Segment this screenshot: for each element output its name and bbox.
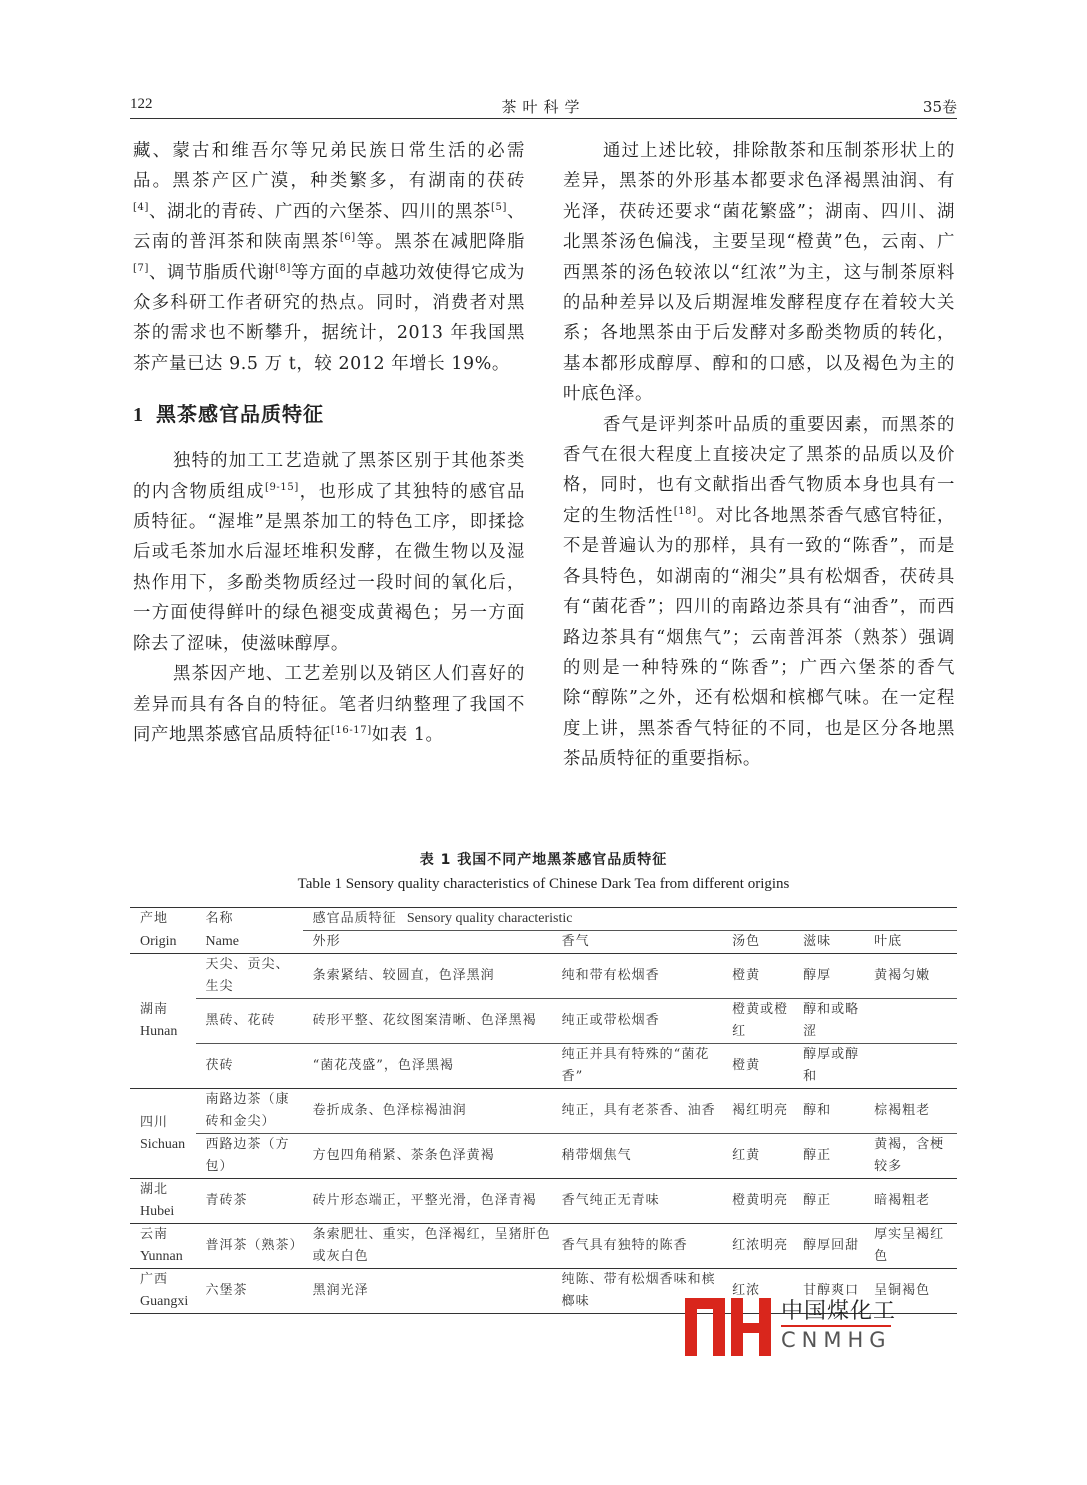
text: 独特的加工工艺造就了黑茶区别于其他茶类的内含物质组成 bbox=[133, 451, 525, 502]
citation[interactable]: [18] bbox=[673, 505, 697, 517]
liquor-cell: 红黄 bbox=[722, 1134, 793, 1179]
liquor-cell: 橙黄 bbox=[732, 968, 761, 983]
taste-cell: 醇厚 bbox=[803, 968, 832, 983]
liquor-cell: 橙黄 bbox=[722, 1044, 793, 1089]
running-header bbox=[130, 96, 957, 119]
watermark-name-en: CNMHG bbox=[781, 1328, 892, 1352]
aroma-cell: 纯和带有松烟香 bbox=[561, 968, 660, 983]
origin-cell bbox=[130, 1089, 196, 1179]
name-cell: 西路边茶（方包） bbox=[196, 1134, 303, 1179]
header-origin-en: Origin bbox=[130, 931, 196, 954]
text: 香气是评判茶叶品质的重要因素，而黑茶的香气在很大程度上直接决定了黑茶的品质以及价格，同时，也有文献指出香气物质本身也具有一定的生物活性 bbox=[563, 414, 955, 526]
table-row bbox=[130, 1044, 957, 1089]
text: 、湖北的青砖、广西的六堡茶、四川的黑茶 bbox=[148, 201, 492, 222]
table-caption-en: Table 1 Sensory quality characteristics of Chinese Dark Tea from different origins bbox=[297, 876, 790, 892]
name-cell: 普洱茶（熟茶） bbox=[196, 1224, 303, 1269]
taste-cell: 醇正 bbox=[793, 1134, 864, 1179]
origin-zh: 四川 bbox=[140, 1114, 169, 1130]
paragraph: 通过上述比较，排除散茶和压制茶形状上的差异，黑茶的外形基本都要求色泽褐黑油润、有光泽，茯砖还要求“菌花繁盛”；湖南、四川、湖北黑茶汤色偏浅，主要呈现“橙黄”色，云南、广西黑茶的汤色较浓以“红浓”为主，这与制茶原料的品种差异以及后期渥堆发酵程度存在着较大关系；各地黑茶由于后发酵对多酚类物质的转化，基本都形成醇厚、醇和的口感，以及褐色为主的叶底色泽。 bbox=[563, 141, 955, 405]
header-name-zh: 名称 bbox=[196, 908, 303, 931]
paragraph bbox=[133, 659, 525, 750]
header-group-en: Sensory quality characteristic bbox=[406, 911, 573, 926]
leaf-cell: 棕褐粗老 bbox=[864, 1089, 957, 1134]
left-column bbox=[133, 136, 525, 750]
leaf-cell: 厚实呈褐红色 bbox=[864, 1224, 957, 1269]
table-row bbox=[130, 1089, 957, 1134]
table-row bbox=[130, 1134, 957, 1179]
taste-cell: 甘醇爽口 bbox=[793, 1269, 864, 1314]
header-shape: 外形 bbox=[303, 931, 552, 954]
shape-cell: 卷折成条、色泽棕褐油润 bbox=[303, 1089, 552, 1134]
header-aroma: 香气 bbox=[552, 931, 722, 954]
taste-cell: 醇厚或醇和 bbox=[793, 1044, 864, 1089]
name-cell: 茯砖 bbox=[196, 1044, 303, 1089]
sensory-quality-table bbox=[130, 907, 957, 1314]
shape-cell: “菌花茂盛”，色泽黑褐 bbox=[303, 1044, 552, 1089]
text: 如表 1。 bbox=[371, 724, 444, 745]
text: 等。黑茶在减肥降脂 bbox=[355, 232, 525, 253]
liquor-cell: 褐红明亮 bbox=[722, 1089, 793, 1134]
name-cell: 天尖、贡尖、生尖 bbox=[205, 957, 290, 994]
header-origin-zh: 产地 bbox=[130, 908, 196, 931]
origin-en: Sichuan bbox=[140, 1136, 186, 1152]
aroma-cell: 香气具有独特的陈香 bbox=[552, 1224, 722, 1269]
origin-zh: 云南 bbox=[140, 1227, 169, 1242]
section-heading bbox=[133, 399, 525, 430]
table-row bbox=[130, 1179, 957, 1224]
origin-en: Hunan bbox=[140, 1024, 178, 1039]
table-row bbox=[130, 1224, 957, 1269]
journal-title: 茶叶科学 bbox=[501, 98, 586, 116]
text: 。对比各地黑茶香气感官特征，不是普遍认为的那样，具有一致的“陈香”，而是各具特色，如湖南的“湘尖”具有松烟香，茯砖具有“菌花香”；四川的南路边茶具有“油香”，而西路边茶具有“烟焦气”；云南普洱茶（熟茶）强调的则是一种特殊的“陈香”；广西六堡茶的香气除“醇陈”之外，还有松烟和槟榔气味。在一定程度上讲，黑茶香气特征的不同，也是区分各地黑茶品质特征的重要指标。 bbox=[563, 505, 955, 770]
header-leaf: 叶底 bbox=[864, 931, 957, 954]
text: 黑茶因产地、工艺差别以及销区人们喜好的差异而具有各自的特征。笔者归纳整理了我国不同产地黑茶感官品质特征 bbox=[133, 664, 525, 745]
liquor-cell: 红浓 bbox=[722, 1269, 793, 1314]
origin-cell bbox=[130, 954, 196, 1089]
name-cell: 青砖茶 bbox=[196, 1179, 303, 1224]
origin-en: Hubei bbox=[140, 1204, 175, 1219]
shape-cell: 条索紧结、较圆直，色泽黑润 bbox=[312, 968, 495, 983]
aroma-cell: 纯正或带松烟香 bbox=[552, 999, 722, 1044]
text: ，也形成了其独特的感官品质特征。“渥堆”是黑茶加工的特色工序，即揉捻后或毛茶加水后湿坯堆积发酵，在微生物以及湿热作用下，多酚类物质经过一段时间的氧化后，一方面使得鲜叶的绿色褪变成黄褐色；另一方面除去了涩味，使滋味醇厚。 bbox=[133, 481, 526, 654]
text: 、云南的普洱茶和陕南黑茶 bbox=[133, 201, 525, 253]
shape-cell: 砖片形态端正，平整光滑，色泽青褐 bbox=[303, 1179, 552, 1224]
paragraph bbox=[133, 446, 525, 659]
watermark-logo bbox=[685, 1292, 905, 1358]
name-cell: 南路边茶（康砖和金尖） bbox=[196, 1089, 303, 1134]
shape-cell: 方包四角稍紧、茶条色泽黄褐 bbox=[303, 1134, 552, 1179]
leaf-cell: 暗褐粗老 bbox=[864, 1179, 957, 1224]
leaf-cell: 黄褐，含梗较多 bbox=[864, 1134, 957, 1179]
liquor-cell: 橙黄或橙红 bbox=[722, 999, 793, 1044]
citation[interactable]: [9-15] bbox=[264, 481, 299, 493]
aroma-cell: 稍带烟焦气 bbox=[552, 1134, 722, 1179]
citation[interactable]: [5] bbox=[491, 201, 507, 213]
origin-zh: 湖北 bbox=[140, 1182, 169, 1197]
header-name-en: Name bbox=[196, 931, 303, 954]
origin-zh: 广西 bbox=[140, 1272, 169, 1287]
origin-cell bbox=[130, 1179, 196, 1224]
page-number: 122 bbox=[130, 96, 153, 112]
origin-en: Yunnan bbox=[140, 1249, 183, 1264]
watermark-rule bbox=[781, 1325, 891, 1327]
taste-cell: 醇正 bbox=[793, 1179, 864, 1224]
origin-cell bbox=[130, 1269, 196, 1314]
right-column bbox=[563, 136, 955, 775]
taste-cell: 醇和或略涩 bbox=[793, 999, 864, 1044]
name-cell: 六堡茶 bbox=[196, 1269, 303, 1314]
leaf-cell: 呈铜褐色 bbox=[864, 1269, 957, 1314]
paragraph bbox=[563, 410, 955, 775]
paragraph bbox=[133, 136, 525, 379]
citation[interactable]: [8] bbox=[275, 262, 291, 274]
text: 等方面的卓越功效使得它成为众多科研工作者研究的热点。同时，消费者对黑茶的需求也不断攀升，据统计，2013 年我国黑茶产量已达 9.5 万 t，较 2012 年增长 19%。 bbox=[133, 262, 525, 374]
citation[interactable]: [4] bbox=[133, 201, 149, 213]
aroma-cell: 纯正，具有老茶香、油香 bbox=[552, 1089, 722, 1134]
origin-zh: 湖南 bbox=[140, 1002, 169, 1017]
volume-label: 35卷 bbox=[922, 98, 957, 116]
taste-cell: 醇厚回甜 bbox=[793, 1224, 864, 1269]
origin-en: Guangxi bbox=[140, 1294, 189, 1309]
leaf-cell bbox=[864, 1044, 957, 1089]
header-group bbox=[303, 908, 957, 931]
shape-cell: 条索肥壮、重实，色泽褐红，呈猪肝色或灰白色 bbox=[303, 1224, 552, 1269]
header-taste: 滋味 bbox=[793, 931, 864, 954]
origin-cell bbox=[130, 1224, 196, 1269]
citation[interactable]: [6] bbox=[339, 232, 356, 244]
table-row bbox=[130, 999, 957, 1044]
table-caption-zh: 表 1 我国不同产地黑茶感官品质特征 bbox=[419, 852, 668, 868]
aroma-cell: 纯陈、带有松烟香味和槟榔味 bbox=[552, 1269, 722, 1314]
leaf-cell: 黄褐匀嫩 bbox=[874, 968, 931, 983]
name-cell: 黑砖、花砖 bbox=[196, 999, 303, 1044]
liquor-cell: 红浓明亮 bbox=[722, 1224, 793, 1269]
leaf-cell bbox=[864, 999, 957, 1044]
aroma-cell: 香气纯正无青味 bbox=[552, 1179, 722, 1224]
taste-cell: 醇和 bbox=[793, 1089, 864, 1134]
shape-cell: 砖形平整、花纹图案清晰、色泽黑褐 bbox=[303, 999, 552, 1044]
aroma-cell: 纯正并具有特殊的“菌花香” bbox=[552, 1044, 722, 1089]
table-row bbox=[130, 954, 957, 999]
text: 、调节脂质代谢 bbox=[148, 262, 275, 283]
section-title: 黑茶感官品质特征 bbox=[156, 402, 324, 427]
mh-logo-icon bbox=[685, 1292, 775, 1358]
section-number: 1 bbox=[133, 404, 144, 427]
header-group-zh: 感官品质特征 bbox=[312, 911, 397, 926]
text: 藏、蒙古和维吾尔等兄弟民族日常生活的必需品。黑茶产区广漠，种类繁多，有湖南的茯砖 bbox=[133, 141, 525, 192]
watermark-name-zh: 中国煤化工 bbox=[781, 1299, 897, 1324]
shape-cell: 黑润光泽 bbox=[303, 1269, 552, 1314]
header-liquor: 汤色 bbox=[722, 931, 793, 954]
citation[interactable]: [7] bbox=[133, 262, 149, 274]
citation[interactable]: [16-17] bbox=[330, 724, 372, 736]
liquor-cell: 橙黄明亮 bbox=[722, 1179, 793, 1224]
